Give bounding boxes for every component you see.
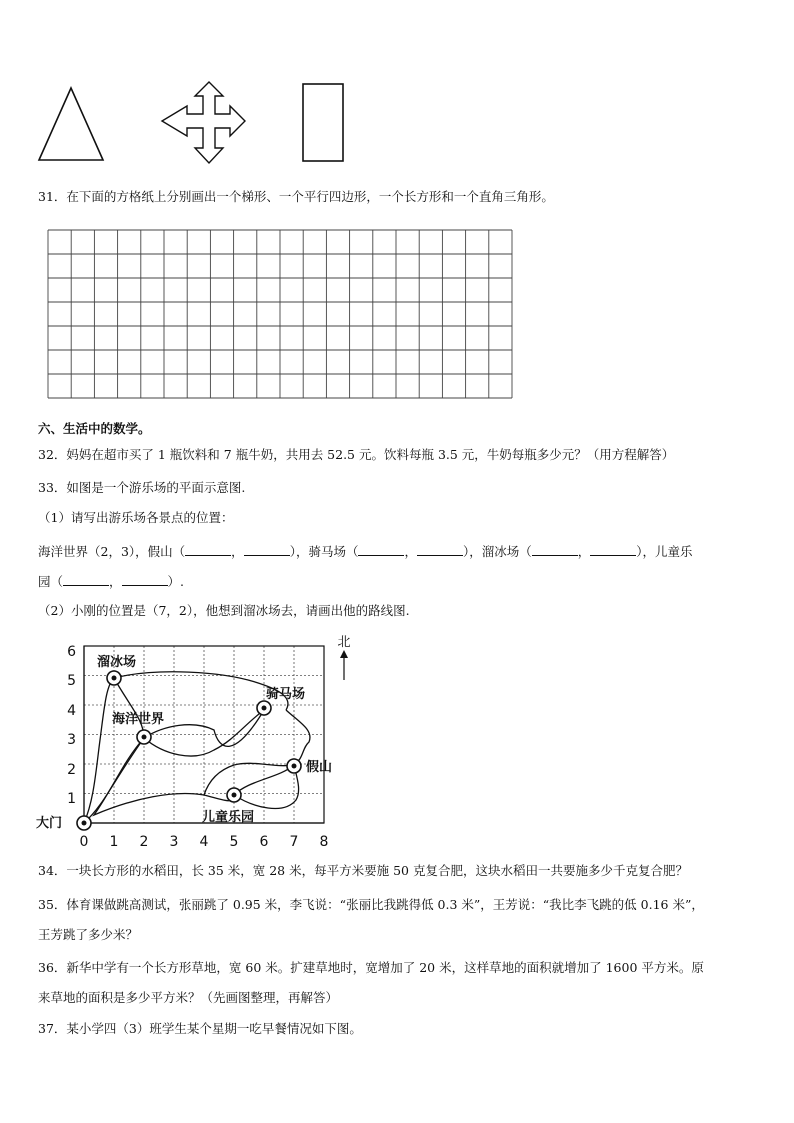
children-y-blank[interactable] <box>122 573 168 586</box>
x-tick-2: 2 <box>139 834 149 850</box>
section-6-title: 六、生活中的数学。 <box>38 421 151 436</box>
y-tick-3: 3 <box>67 732 76 748</box>
ocean-map-label: 海洋世界 <box>112 712 165 727</box>
riding-label: 骑马场（ <box>308 544 359 559</box>
triangle-shape <box>39 88 103 160</box>
rockery-y-blank[interactable] <box>244 543 290 556</box>
y-tick-4: 4 <box>67 703 76 719</box>
x-tick-4: 4 <box>199 834 209 850</box>
ocean-world-position: 海洋世界（2，3）， <box>38 544 148 559</box>
close-paren: ）， <box>462 544 482 559</box>
question-33-part-2: （2）小刚的位置是（7，2），他想到溜冰场去，请画出他的路线图. <box>38 603 410 618</box>
riding-map-label: 骑马场 <box>266 687 306 702</box>
x-tick-1: 1 <box>109 834 119 850</box>
skating-y-blank[interactable] <box>590 543 636 556</box>
x-tick-7: 7 <box>289 834 299 850</box>
cross-arrow-shape <box>162 82 245 163</box>
riding-x-blank[interactable] <box>358 543 404 556</box>
x-tick-5: 5 <box>229 834 239 850</box>
y-tick-5: 5 <box>67 673 76 689</box>
skating-map-label: 溜冰场 <box>97 655 137 670</box>
question-36-line-2: 来草地的面积是多少平方米？（先画图整理，再解答） <box>38 990 339 1005</box>
children-x-blank[interactable] <box>63 573 109 586</box>
question-33-fill-line <box>38 543 693 560</box>
y-tick-2: 2 <box>67 762 76 778</box>
shapes-row <box>30 78 360 173</box>
comma: ， <box>109 574 122 589</box>
question-33-fill-line-2 <box>38 573 184 590</box>
question-34: 34．一块长方形的水稻田，长 35 米，宽 28 米，每平方米要施 50 克复合肥，这块水稻田一共要施多少千克复合肥？ <box>38 863 688 878</box>
children-label: 儿童乐 <box>655 544 693 559</box>
skating-x-blank[interactable] <box>532 543 578 556</box>
y-tick-6: 6 <box>67 644 76 660</box>
comma: ， <box>231 544 244 559</box>
grid-paper <box>46 228 514 400</box>
x-tick-8: 8 <box>319 834 329 850</box>
rockery-label: 假山（ <box>147 544 186 559</box>
question-37: 37．某小学四（3）班学生某个星期一吃早餐情况如下图。 <box>38 1021 362 1036</box>
question-33: 33．如图是一个游乐场的平面示意图. <box>38 480 246 495</box>
comma: ， <box>404 544 417 559</box>
question-33-part-1: （1）请写出游乐场各景点的位置： <box>38 510 234 525</box>
close-paren: ）， <box>289 544 309 559</box>
x-tick-3: 3 <box>169 834 179 850</box>
question-32: 32．妈妈在超市买了 1 瓶饮料和 7 瓶牛奶，共用去 52.5 元。饮料每瓶 3.5 元，牛奶每瓶多少元？（用方程解答） <box>38 447 675 462</box>
question-35-line-1: 35．体育课做跳高测试，张丽跳了 0.95 米，李飞说：“张丽比我跳得低 0.3 米”，王芳说：“我比李飞跳的低 0.16 米”， <box>38 897 704 912</box>
north-label: 北 <box>337 635 351 650</box>
question-35-line-2: 王芳跳了多少米？ <box>38 927 139 942</box>
x-tick-0: 0 <box>79 834 89 850</box>
question-36-line-1: 36．新华中学有一个长方形草地，宽 60 米。扩建草地时，宽增加了 20 米，这样草地的面积就增加了 1600 平方米。原 <box>38 960 704 975</box>
skating-label: 溜冰场（ <box>481 544 532 559</box>
children-map-label: 儿童乐园 <box>202 810 255 825</box>
rockery-map-label: 假山 <box>306 760 333 775</box>
riding-y-blank[interactable] <box>417 543 463 556</box>
end-paren: ）. <box>167 574 185 589</box>
close-paren: ）， <box>636 544 656 559</box>
park-map <box>34 630 364 858</box>
gate-label: 大门 <box>36 816 63 831</box>
comma: ， <box>577 544 591 559</box>
rectangle-shape <box>303 84 343 161</box>
y-tick-1: 1 <box>67 791 76 807</box>
x-tick-6: 6 <box>259 834 269 850</box>
children-label-cont: 园（ <box>38 574 64 589</box>
question-31: 31．在下面的方格纸上分别画出一个梯形、一个平行四边形，一个长方形和一个直角三角形。 <box>38 189 554 204</box>
rockery-x-blank[interactable] <box>185 543 231 556</box>
